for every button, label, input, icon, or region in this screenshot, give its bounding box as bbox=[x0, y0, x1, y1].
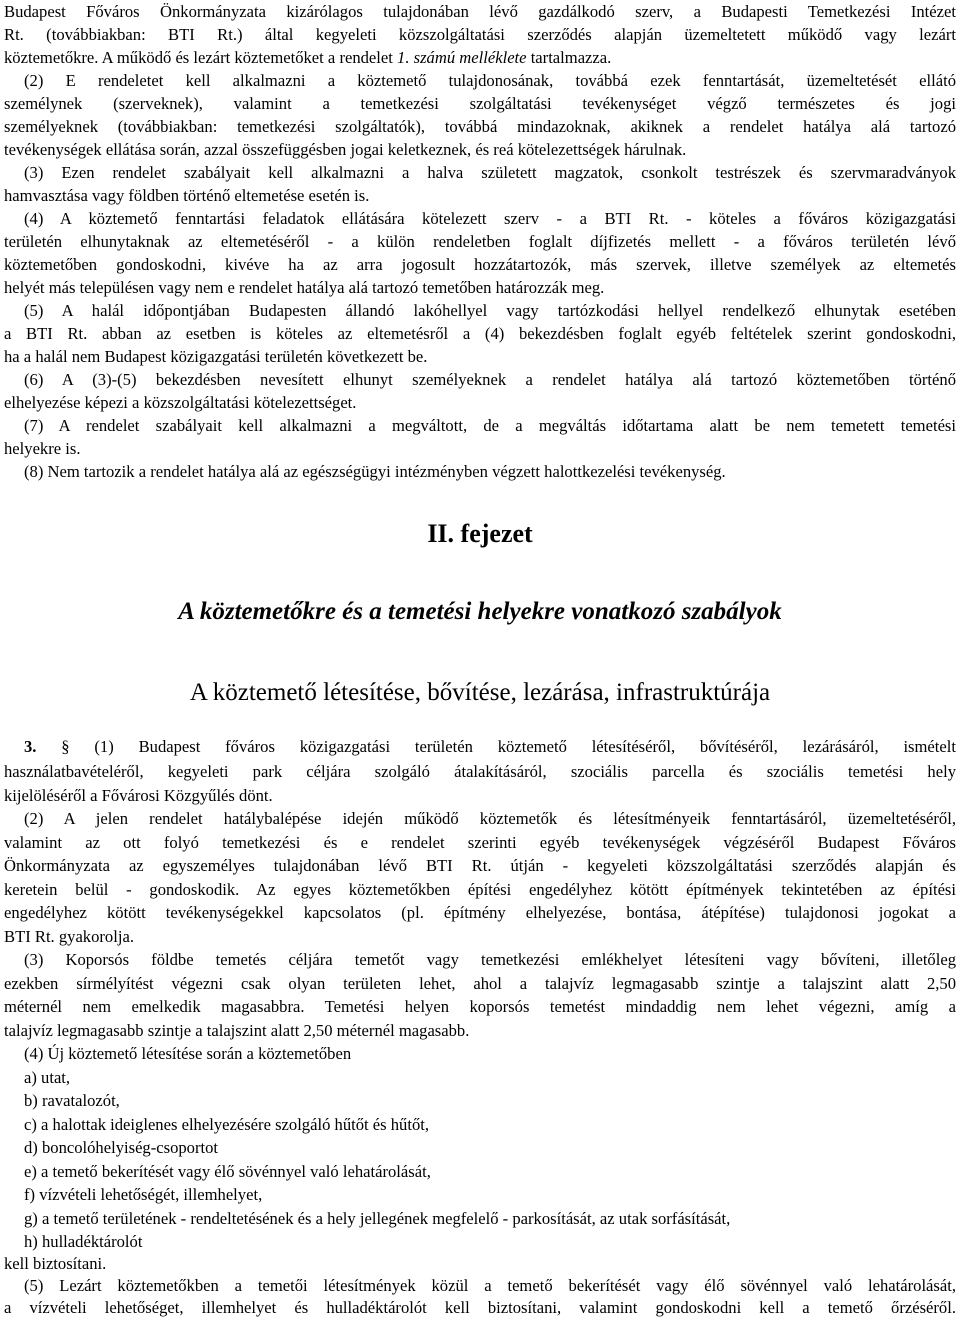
text-line: területén elhunytaknak az eltemetéséről - a külön rendeletben foglalt díjfizetés mellett - a főváros területén lévő bbox=[4, 232, 956, 251]
list-item: f) vízvételi lehetőségét, illemhelyet, bbox=[24, 1185, 263, 1204]
text-line: (6) A (3)-(5) bekezdésben nevesített elhunyt személyeknek a rendelet hatálya alá tartozó köztemetőben történő bbox=[24, 370, 956, 389]
text-line: kijelöléséről a Fővárosi Közgyűlés dönt. bbox=[4, 786, 273, 805]
text-line: elhelyezése képezi a közszolgáltatási kötelezettséget. bbox=[4, 393, 357, 412]
text-line: méternél nem emelkedik magasabbra. Temetési helyen koporsós temetést mindaddig nem lehet végezni, amíg a bbox=[4, 997, 956, 1016]
text-line: tevékenységek ellátása során, azzal összefüggésben jogai keletkeznek, és reá kötelezettségek hárulnak. bbox=[4, 140, 687, 159]
text-line: használatbavételéről, kegyeleti park céljára szolgáló átalakításáról, szociális parcella és szociális temetési hely bbox=[4, 762, 956, 781]
text-line: kell biztosítani. bbox=[4, 1254, 107, 1273]
text-line: személynek (szerveknek), valamint a temetkezési szolgáltatási tevékenységet végző természetes és jogi bbox=[4, 94, 956, 113]
text-line: ezekben sírmélyítést végezni csak olyan területen lehet, ahol a talajvíz legmagasabb szintje a talajszint alatt 2,50 bbox=[4, 974, 956, 993]
text-line: helyét más településen vagy nem e rendelet hatálya alá tartozó temetőben határozzák meg. bbox=[4, 278, 605, 297]
annex-reference: 1. számú melléklete bbox=[397, 48, 527, 67]
text-line: Önkormányzata az egyszemélyes tulajdonában lévő BTI Rt. útján - kegyeleti közszolgáltatási szerződés alapján és bbox=[4, 856, 956, 875]
chapter-number: II. fejezet bbox=[427, 519, 533, 548]
text-line: a vízvételi lehetőséget, illemhelyet és hulladéktárolót kell biztosítani, valamint gondoskodni kell a temető őrzéséről. bbox=[4, 1298, 956, 1317]
chapter-title: A köztemetőkre és a temetési helyekre vonatkozó szabályok bbox=[178, 598, 782, 625]
list-item: b) ravatalozót, bbox=[24, 1091, 120, 1110]
section-sign: § bbox=[61, 737, 70, 756]
text-line: a BTI Rt. abban az esetben is köteles az eltemetésről a (4) bekezdésben foglalt egyéb feltételek szerint gondoskodni, bbox=[4, 324, 956, 343]
text-line: (3) Koporsós földbe temetés céljára temetőt vagy temetkezési emlékhelyet létesíteni vagy bővíteni, illetőleg bbox=[24, 950, 956, 969]
list-item: g) a temető területének - rendeltetésének és a hely jellegének megfelelő - parkosítását, az utak sorfásítását, bbox=[24, 1209, 731, 1228]
text-line bbox=[24, 735, 956, 758]
text-line: hamvasztása vagy földben történő eltemetése esetén is. bbox=[4, 186, 370, 205]
text-line: (4) Új köztemető létesítése során a köztemetőben bbox=[24, 1044, 352, 1063]
section-title: A köztemető létesítése, bővítése, lezárása, infrastruktúrája bbox=[189, 679, 771, 706]
text-line: helyekre is. bbox=[4, 439, 81, 458]
text-line: Budapest Főváros Önkormányzata kizárólagos tulajdonában lévő gazdálkodó szerv, a Budapesti Temetkezési Intézet bbox=[4, 2, 956, 21]
text-line: valamint az ott folyó temetkezési és e rendelet szerinti egyéb tevékenységek végzéséről Budapest Főváros bbox=[4, 833, 956, 852]
text-line: (8) Nem tartozik a rendelet hatálya alá az egészségügyi intézményben végzett halottkezelési tevékenység. bbox=[24, 462, 726, 481]
list-item: h) hulladéktárolót bbox=[24, 1232, 143, 1251]
text-span: (1) Budapest főváros közigazgatási területén köztemető létesítéséről, bővítéséről, lezárásáról, ismételt bbox=[69, 737, 956, 756]
text-line: BTI Rt. gyakorolja. bbox=[4, 927, 134, 946]
text-span: tartalmazza. bbox=[526, 48, 612, 67]
text-line: (5) Lezárt köztemetőkben a temetői létesítmények közül a temető bekerítését vagy élő sövénnyel való lehatárolását, bbox=[24, 1276, 956, 1295]
text-line: keretein belül - gondoskodik. Az egyes köztemetőkben építési engedélyhez kötött építmények tekintetében az építési bbox=[4, 880, 956, 899]
text-line: Rt. (továbbiakban: BTI Rt.) által kegyeleti közszolgáltatási szerződés alapján üzemeltetett működő vagy lezárt bbox=[4, 25, 956, 44]
list-item: c) a halottak ideiglenes elhelyezésére szolgáló hűtőt és hűtőt, bbox=[24, 1115, 430, 1134]
text-line: (3) Ezen rendelet szabályait kell alkalmazni a halva született magzatok, csonkolt testrészek és szervmaradványok bbox=[24, 163, 956, 182]
text-span: köztemetőkre. A működő és lezárt köztemetőket a rendelet bbox=[4, 48, 398, 67]
list-item: e) a temető bekerítését vagy élő sövénnyel való lehatárolását, bbox=[24, 1162, 431, 1181]
text-line: engedélyhez kötött tevékenységekkel kapcsolatos (pl. építmény elhelyezése, bontása, átépítése) tulajdonosi jogokat a bbox=[4, 903, 956, 922]
text-line: talajvíz legmagasabb szintje a talajszint alatt 2,50 méternél magasabb. bbox=[4, 1021, 470, 1040]
text-line: személyeknek (továbbiakban: temetkezési szolgáltatók), továbbá mindazoknak, akiknek a rendelet hatálya alá tartozó bbox=[4, 117, 956, 136]
text-line: (2) A jelen rendelet hatálybalépése idején működő köztemetők és létesítményeik fenntartásáról, üzemeltetéséről, bbox=[24, 809, 956, 828]
article-number: 3. bbox=[24, 737, 37, 756]
text-line: (2) E rendeletet kell alkalmazni a köztemető tulajdonosának, továbbá ezek fenntartását, üzemeltetését ellátó bbox=[24, 71, 956, 90]
text-line: (4) A köztemető fenntartási feladatok ellátására kötelezett szerv - a BTI Rt. - köteles a főváros közigazgatási bbox=[24, 209, 956, 228]
list-item: a) utat, bbox=[24, 1068, 71, 1087]
list-item: d) boncolóhelyiség-csoportot bbox=[24, 1138, 219, 1157]
text-line: (5) A halál időpontjában Budapesten állandó lakóhellyel vagy tartózkodási hellyel rendelkező elhunytak esetében bbox=[24, 301, 956, 320]
text-line: köztemetőben gondoskodni, kivéve ha az arra jogosult hozzátartozók, más szervek, illetve személyek az eltemetés bbox=[4, 255, 956, 274]
text-line: ha a halál nem Budapest közigazgatási területén következett be. bbox=[4, 347, 428, 366]
text-line bbox=[4, 46, 956, 69]
text-line: (7) A rendelet szabályait kell alkalmazni a megváltott, de a megváltás időtartama alatt be nem temetett temetési bbox=[24, 416, 956, 435]
